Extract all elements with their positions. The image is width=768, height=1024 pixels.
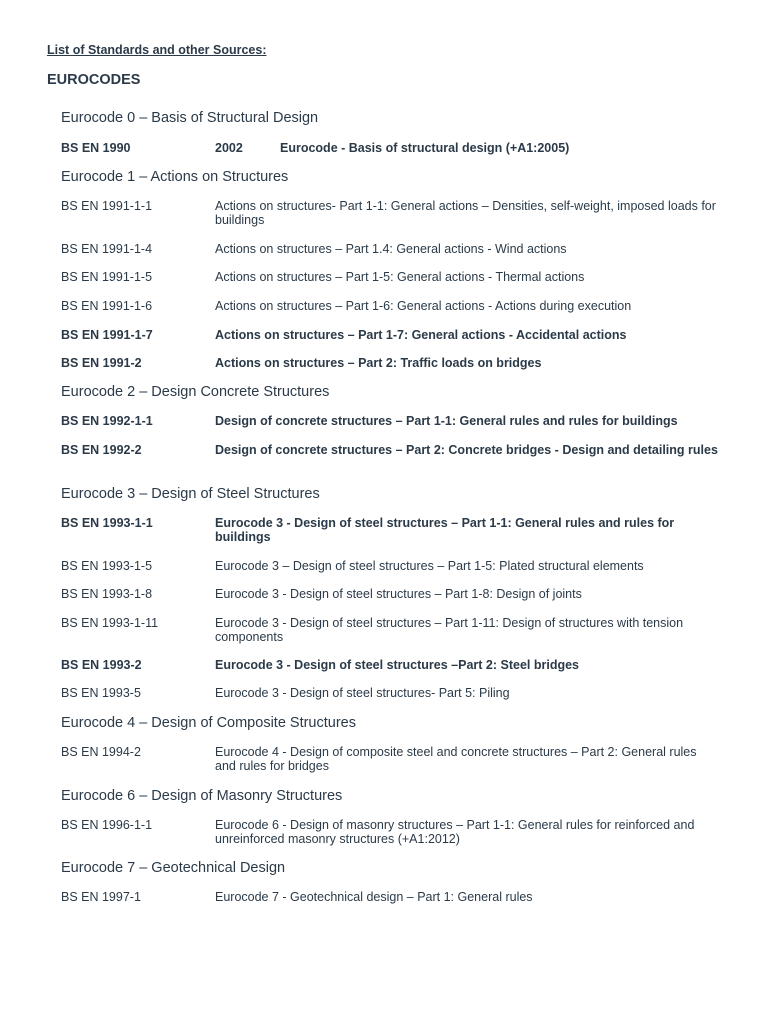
section-heading-eurocode-3: Eurocode 3 – Design of Steel Structures: [61, 486, 320, 502]
standard-code: BS EN 1997-1: [61, 890, 141, 904]
section-heading-eurocode-7: Eurocode 7 – Geotechnical Design: [61, 860, 286, 876]
standard-code: BS EN 1993-1-5: [61, 559, 153, 573]
section-heading-eurocode-2: Eurocode 2 – Design Concrete Structures: [61, 384, 330, 400]
standard-title: Eurocode 3 - Design of steel structures – Part 1-8: Design of joints: [215, 587, 582, 601]
standard-title: Design of concrete structures – Part 2: Concrete bridges - Design and detailing rules: [215, 443, 718, 457]
standard-title: Eurocode 3 – Design of steel structures – Part 1-5: Plated structural elements: [215, 559, 644, 573]
standard-code: BS EN 1992-1-1: [61, 414, 153, 428]
standard-code: BS EN 1991-1-5: [61, 270, 153, 284]
standard-title: Eurocode 3 - Design of steel structures – Part 1-11: Design of structures with tension components: [215, 616, 684, 644]
standard-code: BS EN 1993-1-11: [61, 616, 159, 630]
standard-code: BS EN 1994-2: [61, 745, 141, 759]
standard-code: BS EN 1991-2: [61, 356, 142, 370]
section-heading-eurocode-1: Eurocode 1 – Actions on Structures: [61, 169, 289, 185]
standard-title: Actions on structures – Part 1-5: General actions - Thermal actions: [215, 270, 585, 284]
standard-code: BS EN 1992-2: [61, 443, 142, 457]
section-heading-eurocode-0: Eurocode 0 – Basis of Structural Design: [61, 110, 319, 126]
standard-code: BS EN 1993-5: [61, 686, 141, 700]
standard-code: BS EN 1990: [61, 141, 131, 155]
standard-title: Actions on structures – Part 1-6: General actions - Actions during execution: [215, 299, 632, 313]
standard-title: Eurocode 3 - Design of steel structures – Part 1-1: General rules and rules for buildings: [215, 516, 675, 544]
standard-code: BS EN 1993-2: [61, 658, 142, 672]
standard-code: BS EN 1996-1-1: [61, 818, 153, 832]
standard-title: Eurocode - Basis of structural design (+A1:2005): [280, 141, 570, 155]
standard-code: BS EN 1993-1-8: [61, 587, 153, 601]
standard-title: Design of concrete structures – Part 1-1: General rules and rules for buildings: [215, 414, 678, 428]
standard-title: Eurocode 3 - Design of steel structures –Part 2: Steel bridges: [215, 658, 579, 672]
standard-title: Eurocode 6 - Design of masonry structures – Part 1-1: General rules for reinforced and unreinforced masonry structures (+A1:2012): [215, 818, 695, 846]
document-subtitle: EUROCODES: [47, 72, 141, 88]
standard-title: Eurocode 4 - Design of composite steel and concrete structures – Part 2: General rules and rules for bridges: [215, 745, 697, 773]
standard-title: Actions on structures – Part 1-7: General actions - Accidental actions: [215, 328, 627, 342]
standard-title: Actions on structures – Part 2: Traffic loads on bridges: [215, 356, 542, 370]
standard-title: Eurocode 7 - Geotechnical design – Part 1: General rules: [215, 890, 533, 904]
standard-code: BS EN 1993-1-1: [61, 516, 153, 530]
standard-title: Actions on structures- Part 1-1: General actions – Densities, self-weight, imposed loads for buildings: [215, 199, 716, 227]
standard-code: BS EN 1991-1-6: [61, 299, 153, 313]
standard-code: BS EN 1991-1-1: [61, 199, 153, 213]
standard-title: Actions on structures – Part 1.4: General actions - Wind actions: [215, 242, 567, 256]
standard-code: BS EN 1991-1-4: [61, 242, 153, 256]
standard-code: BS EN 1991-1-7: [61, 328, 153, 342]
standard-year: 2002: [215, 141, 243, 155]
section-heading-eurocode-4: Eurocode 4 – Design of Composite Structures: [61, 715, 356, 731]
section-heading-eurocode-6: Eurocode 6 – Design of Masonry Structures: [61, 788, 343, 804]
standard-title: Eurocode 3 - Design of steel structures- Part 5: Piling: [215, 686, 510, 700]
document-title: List of Standards and other Sources:: [47, 43, 267, 57]
